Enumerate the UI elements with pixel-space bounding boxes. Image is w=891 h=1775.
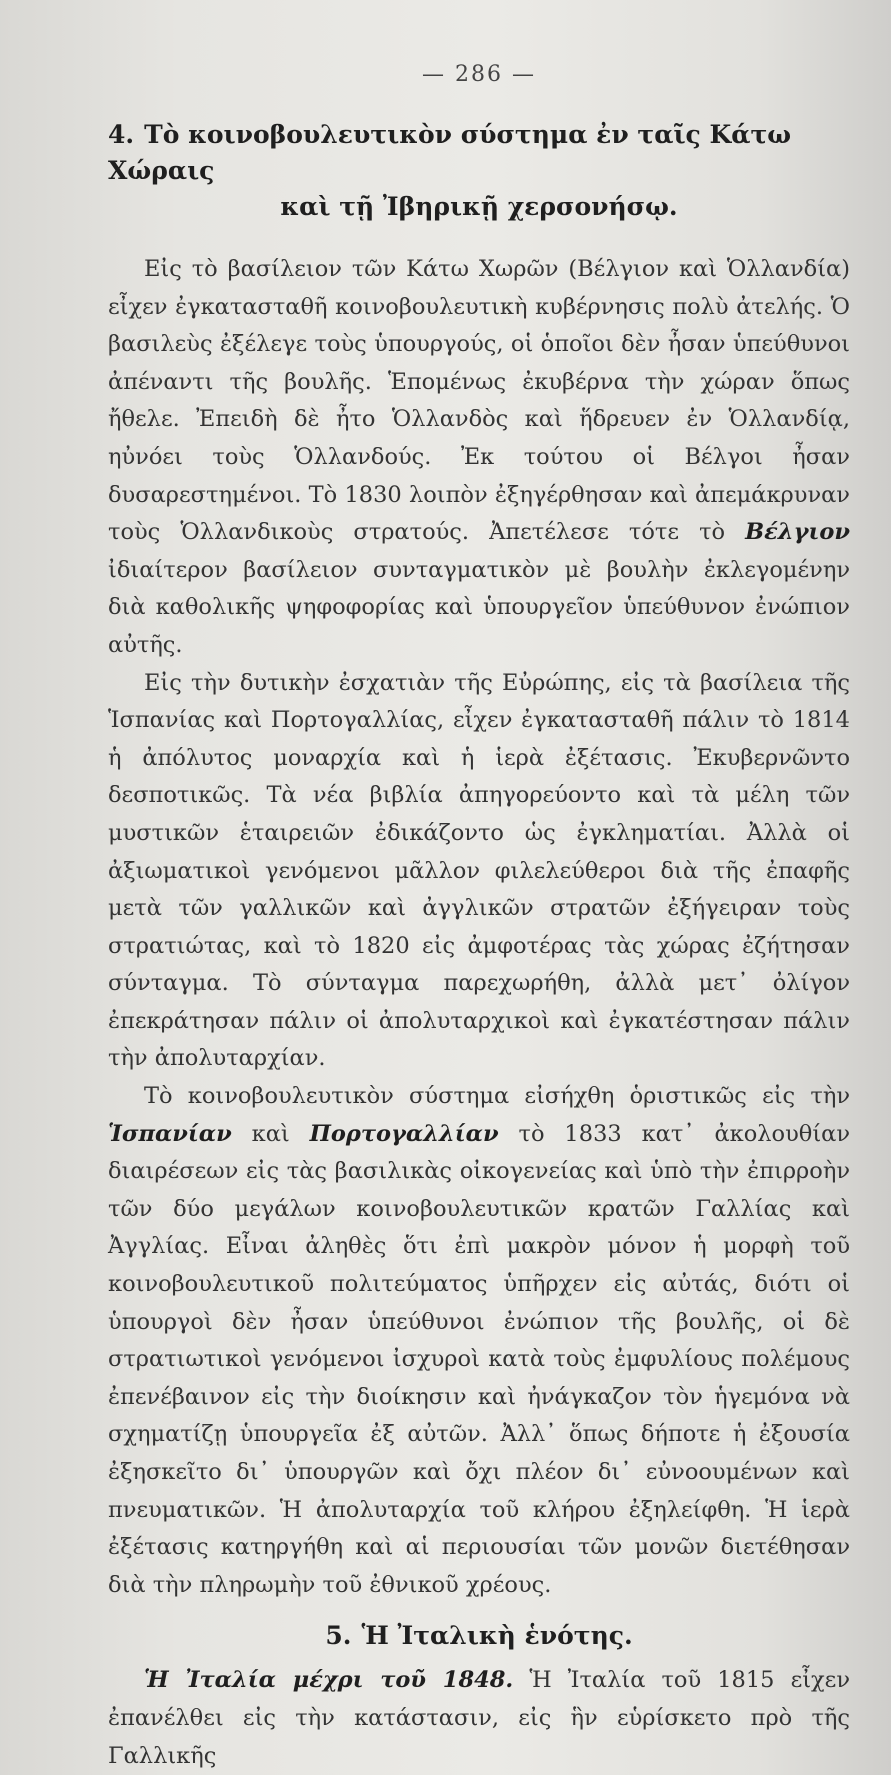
paragraph-parliamentary-text-c: τὸ 1833 κατ᾽ ἀκολουθίαν διαιρέσεων εἰς τὰς βασιλικὰς οἰκογενείας καὶ ὑπὸ τὴν ἐπιρροὴν τῶν δύο μεγάλων κοινοβουλευτικῶν κρατῶν Γαλλίας καὶ Ἀγγλίας. Εἶναι ἀληθὲς ὅτι ἐπὶ μακρὸν μόνον ἡ μορφὴ τοῦ κοινοβουλευτικοῦ πολιτεύματος ὑπῆρχεν εἰς αὐτάς, διότι οἱ ὑπουργοὶ δὲν ἦσαν ὑπεύθυνοι ἐνώπιον τῆς βουλῆς, οἱ δὲ στρατιωτικοὶ γενόμενοι ἰσχυροὶ κατὰ τοὺς ἐμφυλίους πολέμους ἐπενέβαινον εἰς τὴν διοίκησιν καὶ ἠνάγκαζον τὸν ἡγεμόνα νὰ σχηματίζῃ ὑπουργεῖα ἐξ αὐτῶν. Ἀλλ᾽ ὅπως δήποτε ἡ ἐξουσία ἐξησκεῖτο δι᾽ ὑπουργῶν καὶ ὄχι πλέον δι᾽ εὐνοουμένων καὶ πνευματικῶν. Ἡ ἀπολυταρχία τοῦ κλήρου ἐξηλείφθη. Ἡ ἱερὰ ἐξέτασις κατηργήθη καὶ αἱ περιουσίαι τῶν μονῶν διετέθησαν διὰ τὴν πληρωμὴν τοῦ ἐθνικοῦ χρέους. bbox=[108, 1120, 851, 1598]
paragraph-belgium-text-a: Εἰς τὸ βασίλειον τῶν Κάτω Χωρῶν (Βέλγιον καὶ Ὁλλανδία) εἶχεν ἐγκατασταθῆ κοινοβουλευτικὴ κυβέρνησις πολὺ ἀτελής. Ὁ βασιλεὺς ἐξέλεγε τοὺς ὑπουργούς, οἱ ὁποῖοι δὲν ἦσαν ὑπεύθυνοι ἀπέναντι τῆς βουλῆς. Ἑπομένως ἐκυβέρνα τὴν χώραν ὅπως ἤθελε. Ἐπειδὴ δὲ ἦτο Ὁλλανδὸς καὶ ἥδρευεν ἐν Ὁλλανδίᾳ, ηὐνόει τοὺς Ὁλλανδούς. Ἐκ τούτου οἱ Βέλγοι ἦσαν δυσαρεστημένοι. Τὸ 1830 λοιπὸν ἐξηγέρθησαν καὶ ἀπεμάκρυναν τοὺς Ὁλλανδικοὺς στρατούς. Ἀπετέλεσε τότε τὸ bbox=[108, 256, 850, 546]
paragraph-italy-text: Ἡ Ἰταλία τοῦ 1815 εἶχεν ἐπανέλθει εἰς τὴν κατάστασιν, εἰς ἣν εὑρίσκετο πρὸ τῆς Γαλλικῆς bbox=[108, 1667, 851, 1769]
paragraph-parliamentary-text-b: καὶ bbox=[251, 1120, 290, 1147]
book-page bbox=[108, 62, 850, 1775]
page-number: — 286 — bbox=[422, 62, 536, 87]
emphasis-italy-1848: Ἡ Ἰταλία μέχρι τοῦ 1848. bbox=[144, 1667, 514, 1694]
paragraph-belgium bbox=[108, 251, 850, 665]
section-5-title: Ἡ Ἰταλικὴ ἑνότης. bbox=[361, 1621, 633, 1651]
section-4-number: 4. bbox=[108, 120, 135, 149]
paragraph-italy bbox=[108, 1662, 850, 1775]
emphasis-spain: Ἱσπανίαν bbox=[108, 1120, 232, 1147]
emphasis-portugal: Πορτογαλλίαν bbox=[309, 1120, 499, 1147]
emphasis-belgium: Βέλγιον bbox=[745, 519, 850, 546]
paragraph-belgium-text-b: ἰδιαίτερον βασίλειον συνταγματικὸν μὲ βουλὴν ἐκλεγομένην διὰ καθολικῆς ψηφοφορίας καὶ ὑπουργεῖον ὑπεύθυνον ἐνώπιον αὐτῆς. bbox=[108, 556, 850, 658]
section-5-number: 5. bbox=[325, 1621, 352, 1651]
section-4-title-line1: Τὸ κοινοβουλευτικὸν σύστημα ἐν ταῖς Κάτω Χώραις bbox=[108, 120, 792, 185]
section-4-heading bbox=[108, 117, 850, 225]
paragraph-parliamentary-system bbox=[108, 1078, 850, 1604]
section-5-heading bbox=[108, 1618, 850, 1654]
section-4-title-line2: καὶ τῇ Ἰβηρικῇ χερσονήσῳ. bbox=[280, 192, 678, 221]
paragraph-iberia: Εἰς τὴν δυτικὴν ἐσχατιὰν τῆς Εὐρώπης, εἰς τὰ βασίλεια τῆς Ἱσπανίας καὶ Πορτογαλλίας, εἶχεν ἐγκατασταθῆ πάλιν τὸ 1814 ἡ ἀπόλυτος μοναρχία καὶ ἡ ἱερὰ ἐξέτασις. Ἐκυβερνῶντο δεσποτικῶς. Τὰ νέα βιβλία ἀπηγορεύοντο καὶ τὰ μέλη τῶν μυστικῶν ἑταιρειῶν ἐδικάζοντο ὡς ἐγκληματίαι. Ἀλλὰ οἱ ἀξιωματικοὶ γενόμενοι μᾶλλον φιλελεύθεροι διὰ τῆς ἐπαφῆς μετὰ τῶν γαλλικῶν καὶ ἀγγλικῶν στρατῶν ἐξήγειραν τοὺς στρατιώτας, καὶ τὸ 1820 εἰς ἀμφοτέρας τὰς χώρας ἐζήτησαν σύνταγμα. Τὸ σύνταγμα παρεχωρήθη, ἀλλὰ μετ᾽ ὀλίγον ἐπεκράτησαν πάλιν οἱ ἀπολυταρχικοὶ καὶ ἐγκατέστησαν πάλιν τὴν ἀπολυταρχίαν. bbox=[108, 669, 850, 1072]
paragraph-parliamentary-text-a: Τὸ κοινοβουλευτικὸν σύστημα εἰσήχθη ὁριστικῶς εἰς τὴν bbox=[144, 1083, 850, 1110]
